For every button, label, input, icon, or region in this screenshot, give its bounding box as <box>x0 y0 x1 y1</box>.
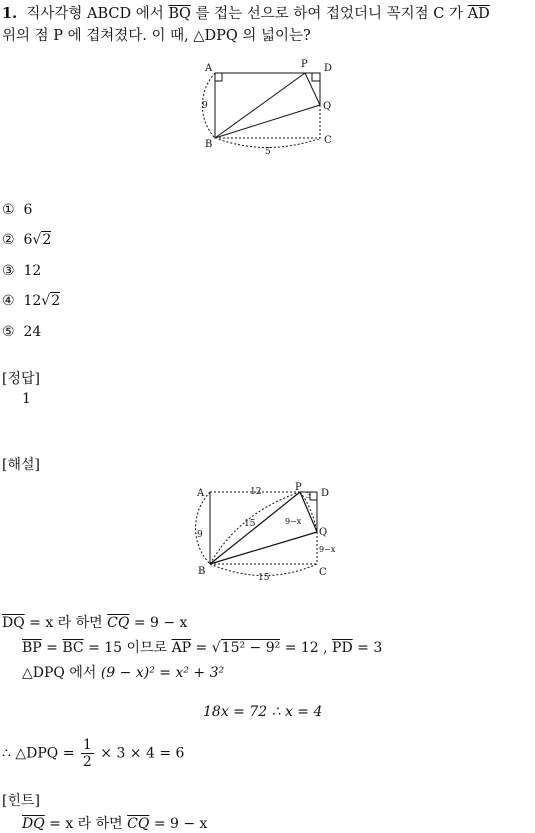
segment-cq: $\overline{CQ}$ <box>107 615 130 631</box>
choice-2-mark: ② <box>2 232 15 248</box>
choice-2-radicand: 2 <box>42 232 52 248</box>
length-pd: 3 <box>306 491 312 500</box>
choice-4-mark: ④ <box>2 293 15 309</box>
hint-mid: = x 라 하면 <box>49 816 123 832</box>
explanation-line-3 <box>22 662 224 682</box>
explanation-label: [해설] <box>2 457 40 473</box>
segment-dq: $\overline{DQ}$ <box>2 615 25 631</box>
choice-1-text: 6 <box>23 202 33 218</box>
right-angle-a <box>215 73 222 81</box>
label-q: Q <box>323 101 332 112</box>
hint-label: [힌트] <box>2 793 40 809</box>
choice-5-mark: ⑤ <box>2 324 15 340</box>
radical-sign: √ <box>211 640 221 656</box>
line2-res: = 12 , <box>284 640 328 656</box>
hint-segment-dq: $\overline{DQ}$ <box>22 816 45 832</box>
rect-abcd-solid-top-left <box>215 73 320 138</box>
choice-1-mark: ① <box>2 202 15 218</box>
segment-bq <box>215 105 320 138</box>
side-ab-label: 9 <box>202 101 208 111</box>
line1-mid: = x 라 하면 <box>29 615 103 631</box>
choice-4-radicand: 2 <box>51 293 61 309</box>
fraction-denominator: 2 <box>82 754 92 770</box>
question-number: 1. <box>2 5 18 22</box>
label-p-2: P <box>295 482 302 493</box>
segment-bp-text: $\overline{BP}$ <box>22 640 42 656</box>
side-bc-label: 5 <box>265 147 271 157</box>
explanation-line-4: 18x = 72 ∴ x = 4 <box>203 704 323 720</box>
choice-2[interactable] <box>2 232 51 248</box>
label-d-2: D <box>321 488 330 499</box>
label-b: B <box>205 139 213 150</box>
line2-tail: = 3 <box>357 640 383 656</box>
radical-sign: √ <box>32 232 42 248</box>
explanation-line-1 <box>2 612 187 632</box>
explanation-line-5 <box>2 738 184 769</box>
line2-eq2: = <box>195 640 208 656</box>
question-line-1 <box>2 2 490 23</box>
explanation-line-2 <box>22 637 382 657</box>
choice-2-text: 6 <box>23 232 33 248</box>
segment-bq-2 <box>210 532 317 564</box>
choice-1[interactable] <box>2 202 32 218</box>
length-bp: 15 <box>244 519 256 529</box>
label-d: D <box>324 63 333 74</box>
line2-radicand: 15² − 9² <box>221 640 281 656</box>
segment-ad: $\overline{AD}$ <box>467 6 490 22</box>
length-pq: 9−x <box>285 517 302 526</box>
segment-bq: $\overline{BQ}$ <box>168 6 191 22</box>
label-q-2: Q <box>319 527 328 538</box>
segment-bc-text: $\overline{BC}$ <box>62 640 84 656</box>
choice-3-mark: ③ <box>2 263 15 279</box>
line5-post: × 3 × 4 = 6 <box>100 745 185 762</box>
line2-mid: = 15 이므로 <box>88 640 168 656</box>
figure-explanation <box>190 482 350 587</box>
line3-equation: (9 − x)² = x² + 3² <box>100 665 225 681</box>
choice-4[interactable] <box>2 293 60 309</box>
label-b-2: B <box>198 566 206 577</box>
label-p: P <box>301 59 308 70</box>
length-ab: 9 <box>197 530 203 540</box>
length-qc: 9−x <box>319 545 336 554</box>
segment-bp <box>215 73 305 138</box>
answer-label: [정답] <box>2 371 40 387</box>
choice-3-text: 12 <box>23 263 42 279</box>
choice-5-text: 24 <box>23 324 42 340</box>
length-bc: 15 <box>258 573 270 583</box>
question-text-a: 직사각형 ABCD 에서 <box>26 6 164 22</box>
choice-5[interactable] <box>2 324 41 340</box>
right-angle-d <box>312 73 320 81</box>
label-a-2: A <box>197 488 205 499</box>
line5-pre: ∴ △DPQ = <box>2 745 75 762</box>
answer-value: 1 <box>22 391 31 407</box>
hint-line <box>22 813 207 833</box>
line3-text: △DPQ 에서 <box>22 665 97 681</box>
choice-3[interactable] <box>2 263 41 279</box>
choice-4-text: 12 <box>23 293 42 309</box>
segment-pd-text: $\overline{PD}$ <box>332 640 353 656</box>
question-line-2: 위의 점 P 에 겹쳐졌다. 이 때, △DPQ 의 넓이는? <box>2 28 311 44</box>
label-c: C <box>324 135 332 146</box>
figure-rectangle-fold <box>195 55 345 160</box>
hint-segment-cq: $\overline{CQ}$ <box>127 816 150 832</box>
fraction-numerator: 1 <box>82 737 92 753</box>
arc-left-2 <box>196 492 210 564</box>
label-c-2: C <box>319 567 327 578</box>
length-ap: 12 <box>250 487 262 497</box>
fraction-one-half <box>81 738 94 769</box>
line2-eq1: = <box>46 640 58 656</box>
question-text-b: 를 접는 선으로 하여 접었더니 꼭지점 C 가 <box>195 6 463 22</box>
segment-ap-text: $\overline{AP}$ <box>171 640 192 656</box>
line1-tail: = 9 − x <box>133 615 188 631</box>
radical-sign: √ <box>41 293 51 309</box>
hint-tail: = 9 − x <box>153 816 208 832</box>
label-a: A <box>205 63 213 74</box>
